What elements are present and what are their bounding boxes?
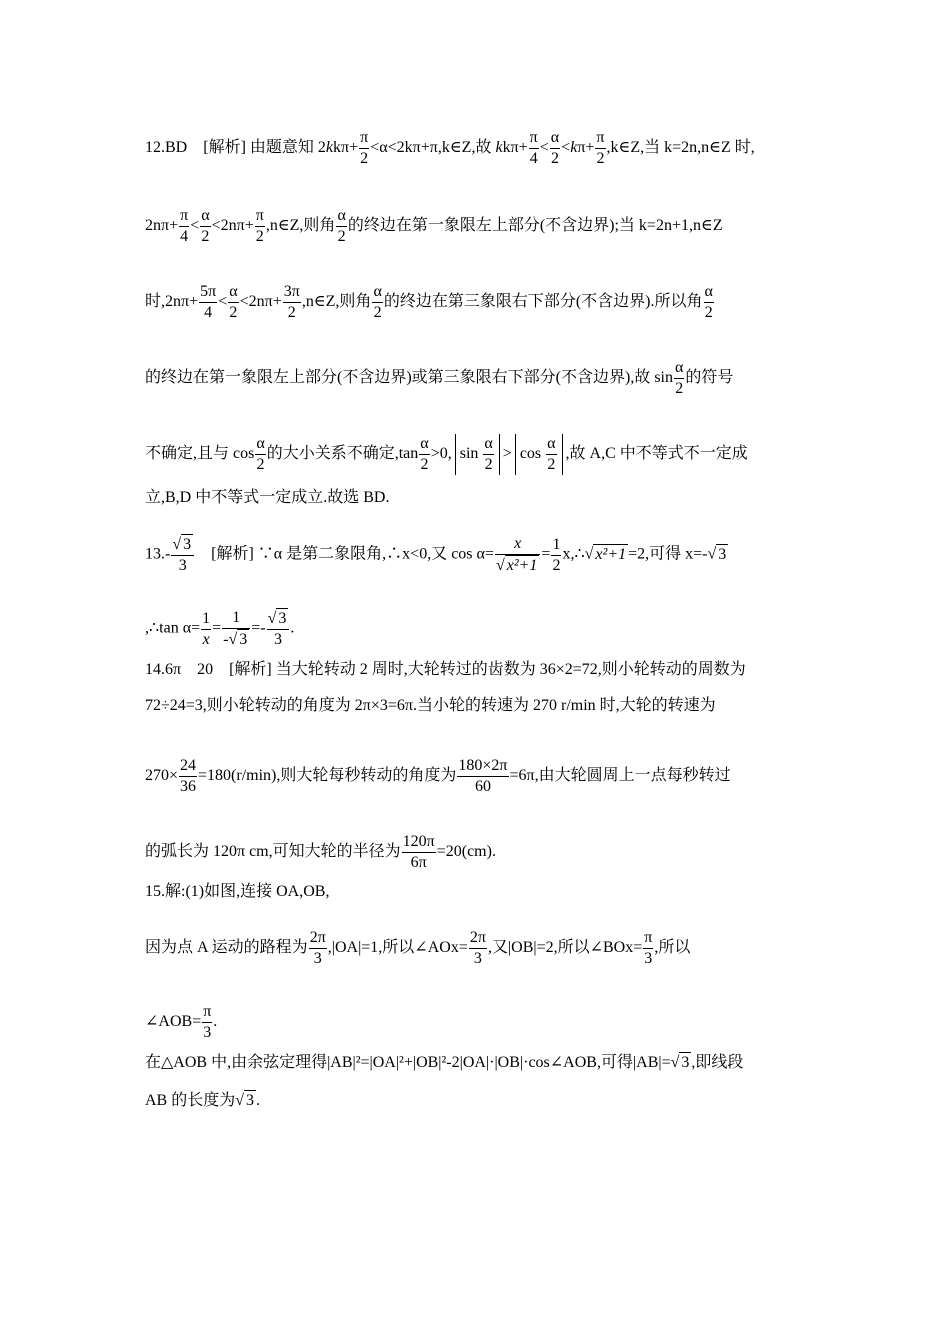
fraction: $\frac{5\pi}{4}$ — [200, 283, 217, 321]
fraction: $\frac{\alpha}{2}$ — [337, 207, 346, 245]
fraction: $\frac{\alpha}{2}$ — [201, 207, 210, 245]
fraction: $\frac{180\times 2\pi}{60}$ — [458, 757, 508, 795]
fraction: $\frac{120\pi}{6\pi}$ — [402, 833, 435, 871]
fraction: $\frac{\pi}{2}$ — [360, 129, 369, 167]
q13-line-2: ,∴tan α= $\frac{1}{x}$ = $\frac{1}{-√ 3}$ =- $\frac{√ 3}{3}$ . — [145, 609, 295, 648]
fraction: $\frac{\pi}{3}$ — [203, 1003, 212, 1041]
q12-line-4: 的终边在第一象限左上部分(不含边界)或第三象限右下部分(不含边界),故 sin $\frac{\alpha}{2}$ 的符号 — [145, 359, 734, 397]
fraction: $\frac{\alpha}{2}$ — [547, 435, 556, 473]
q12-line-6: 立,B,D 中不等式一定成立.故选 BD. — [145, 489, 390, 506]
fraction: $\frac{\pi}{4}$ — [529, 129, 538, 167]
fraction: $\frac{\alpha}{2}$ — [484, 435, 493, 473]
fraction: $\frac{\pi}{2}$ — [596, 129, 605, 167]
fraction: $\frac{\pi}{4}$ — [180, 207, 189, 245]
fraction: $\frac{1}{x}$ — [202, 609, 211, 648]
q14-line-3: 270× $\frac{24}{36}$ =180(r/min),则大轮每秒转动的角度为 $\frac{180\times 2\pi}{60}$ =6π,由大轮圆周上一点每秒转过 — [145, 757, 731, 795]
q13-head: 13.- — [145, 545, 171, 563]
q14-line-1: 14.6π 20 [解析] 当大轮转动 2 周时,大轮转过的齿数为 36×2=72,则小轮转动的周数为 — [145, 661, 746, 678]
fraction: $\frac{\alpha}{2}$ — [420, 435, 429, 473]
fraction: $\frac{\alpha}{2}$ — [675, 359, 684, 397]
q12-line-3: 时,2nπ+ $\frac{5\pi}{4}$ < $\frac{\alpha}{2}$ <2nπ+ $\frac{3\pi}{2}$ ,n∈Z,则角 $\frac{\alpha}{2}$ 的终边在第三象限右下部分(不含边界).所以角 $\frac{\alpha}{2}$ — [145, 283, 713, 321]
fraction: $\frac{\pi}{2}$ — [255, 207, 264, 245]
q13-tag: [解析] — [211, 545, 254, 563]
fraction: $\frac{\alpha}{2}$ — [550, 129, 560, 167]
q15-line-4: 在△AOB 中,由余弦定理得|AB|²=|OA|²+|OB|²-2|OA|·|OB|·cos∠AOB,可得|AB|=√ 3 ,即线段 — [145, 1054, 744, 1071]
fraction: $\frac{\pi}{3}$ — [644, 929, 653, 967]
fraction: $\frac{1}{2}$ — [552, 535, 561, 574]
fraction: $\frac{\alpha}{2}$ — [704, 283, 713, 321]
q14-line-4: 的弧长为 120π cm,可知大轮的半径为 $\frac{120\pi}{6\pi}$ =20(cm). — [145, 833, 496, 871]
fraction: $\frac{√ 3}{3}$ — [171, 534, 194, 576]
q15-line-5: AB 的长度为√ 3 . — [145, 1092, 261, 1109]
absolute-value: cos $\frac{\alpha}{2}$ — [515, 434, 563, 475]
fraction: $\frac{x}{\text{√ x²+1}}$ — [495, 534, 540, 576]
fraction: $\frac{2\pi}{3}$ — [469, 929, 486, 967]
q12-line-5: 不确定,且与 cos $\frac{\alpha}{2}$ 的大小关系不确定,tan $\frac{\alpha}{2}$ >0, sin $\frac{\alpha}{2}$ > cos $\frac{\alpha}{2}$ ,故 A,C 中不等式不一定成 — [145, 435, 748, 473]
fraction: $\frac{24}{36}$ — [180, 757, 197, 795]
fraction: $\frac{1}{-√ 3}$ — [222, 608, 250, 650]
q13-line-1: 13.- $\frac{√ 3}{3}$ [解析] ∵α 是第二象限角,∴x<0,又 cos α= $\frac{x}{\text{√ x²+1}}$ = $\frac{1}{2}$ x,∴√ x²+1 =2,可得 x=-√ 3 — [145, 535, 727, 574]
q12-head: 12.BD — [145, 139, 188, 157]
q12-tag: [解析] — [203, 139, 246, 157]
q15-line-1: 15.解:(1)如图,连接 OA,OB, — [145, 883, 330, 900]
q12-line-1: 12.BD [解析] 由题意知 2kkπ+ $\frac{\pi}{2}$ <α<2kπ+π,k∈Z,故 kkπ+ $\frac{\pi}{4}$ < $\frac{\alpha}{2}$ <kπ+ $\frac{\pi}{2}$ ,k∈Z,当 k=2n,n∈Z 时, — [145, 129, 755, 167]
fraction: $\frac{\alpha}{2}$ — [373, 283, 382, 321]
q14-line-2: 72÷24=3,则小轮转动的角度为 2π×3=6π.当小轮的转速为 270 r/min 时,大轮的转速为 — [145, 697, 716, 714]
absolute-value: sin $\frac{\alpha}{2}$ — [455, 434, 500, 475]
q15-line-2: 因为点 A 运动的路程为 $\frac{2\pi}{3}$ ,|OA|=1,所以∠AOx= $\frac{2\pi}{3}$ ,又|OB|=2,所以∠BOx= $\frac{\pi}{3}$ ,所以 — [145, 929, 691, 967]
q15-line-3: ∠AOB= $\frac{\pi}{3}$ . — [145, 1003, 218, 1041]
fraction: $\frac{\alpha}{2}$ — [229, 283, 238, 321]
fraction: $\frac{3\pi}{2}$ — [283, 283, 300, 321]
fraction: $\frac{\alpha}{2}$ — [256, 435, 265, 473]
q12-line-2: 2nπ+ $\frac{\pi}{4}$ < $\frac{\alpha}{2}$ <2nπ+ $\frac{\pi}{2}$ ,n∈Z,则角 $\frac{\alpha}{2}$ 的终边在第一象限左上部分(不含边界);当 k=2n+1,n∈Z — [145, 207, 723, 245]
fraction: $\frac{√ 3}{3}$ — [267, 608, 290, 650]
fraction: $\frac{2\pi}{3}$ — [309, 929, 326, 967]
